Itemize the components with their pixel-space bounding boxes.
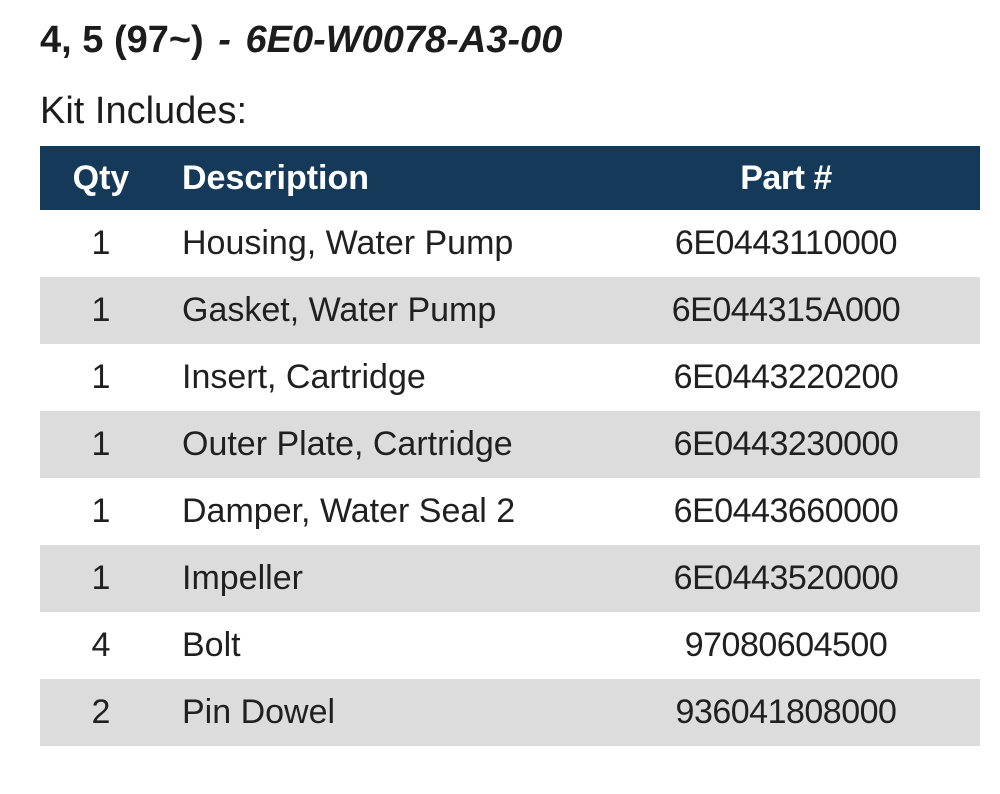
description-cell: Bolt: [182, 626, 241, 664]
table-row: [40, 411, 980, 478]
part-number-column-header: Part #: [740, 158, 832, 197]
qty-cell: 1: [91, 559, 111, 597]
qty-cell: 1: [91, 492, 111, 530]
kit-includes-label: Kit Includes:: [40, 90, 247, 132]
part-number-cell: 6E0443110000: [674, 224, 898, 262]
qty-cell: 1: [91, 224, 111, 262]
part-number-cell: 6E044315A000: [671, 291, 901, 329]
kit-part-number: 6E0-W0078-A3-00: [245, 19, 563, 61]
description-cell: Damper, Water Seal 2: [182, 492, 516, 530]
qty-column-header: Qty: [72, 158, 130, 197]
part-number-cell: 6E0443660000: [673, 492, 899, 530]
part-number-cell: 6E0443230000: [673, 425, 899, 463]
heading-separator: -: [218, 19, 231, 61]
qty-cell: 4: [91, 626, 111, 664]
table-row: [40, 277, 980, 344]
qty-cell: 1: [91, 291, 111, 329]
description-cell: Pin Dowel: [182, 693, 336, 731]
description-cell: Gasket, Water Pump: [182, 291, 497, 329]
part-number-cell: 6E0443520000: [673, 559, 899, 597]
parts-table: [40, 146, 980, 746]
model-range: 4, 5 (97~): [40, 19, 204, 61]
part-number-cell: 936041808000: [675, 693, 897, 731]
qty-cell: 1: [91, 358, 111, 396]
description-cell: Impeller: [182, 559, 303, 597]
table-row: [40, 344, 980, 411]
description-column-header: Description: [182, 158, 370, 197]
kit-heading: [40, 12, 562, 68]
description-cell: Insert, Cartridge: [182, 358, 426, 396]
qty-cell: 1: [91, 425, 111, 463]
table-row: [40, 545, 980, 612]
description-cell: Housing, Water Pump: [182, 224, 514, 262]
part-number-cell: 6E0443220200: [673, 358, 899, 396]
table-row: [40, 210, 980, 277]
part-number-cell: 97080604500: [684, 626, 888, 664]
qty-cell: 2: [91, 693, 111, 731]
table-row: [40, 478, 980, 545]
table-row: [40, 612, 980, 679]
table-row: [40, 679, 980, 746]
table-header-row: [40, 146, 980, 210]
description-cell: Outer Plate, Cartridge: [182, 425, 513, 463]
